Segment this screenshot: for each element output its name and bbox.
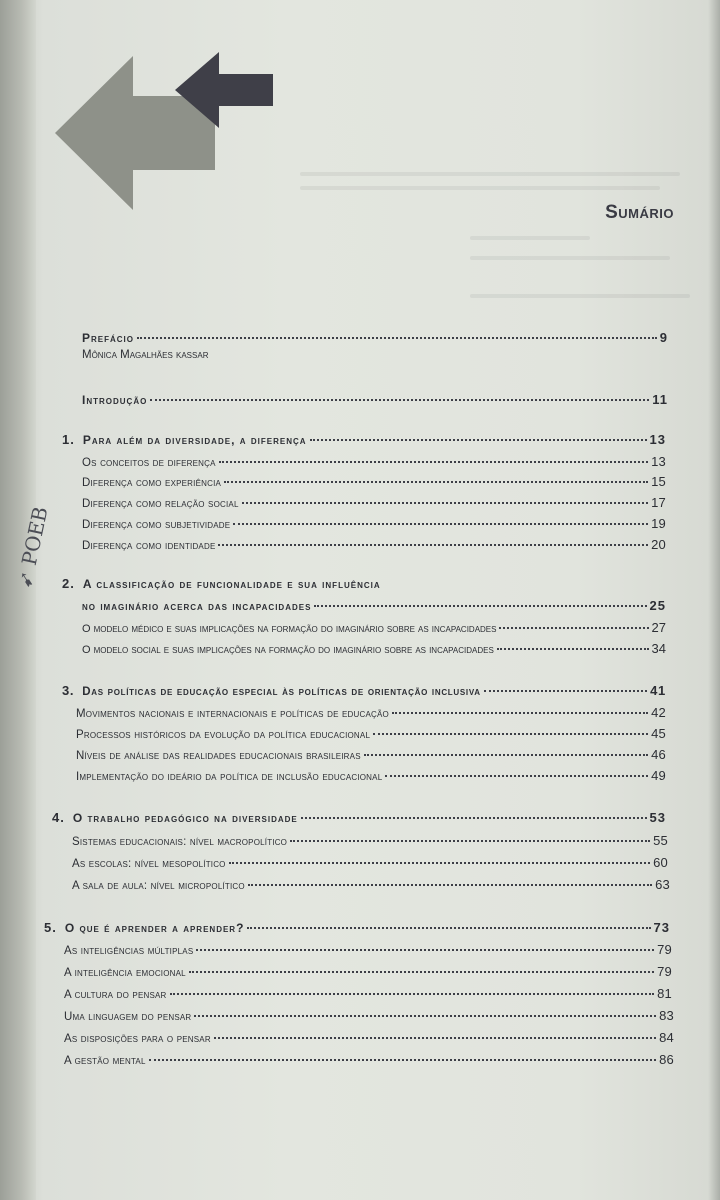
leader-dots xyxy=(189,971,654,973)
toc-entry-subsection xyxy=(76,768,666,783)
show-through-line xyxy=(300,186,660,190)
page-title: Sumário xyxy=(605,202,674,223)
toc-label: Diferença como identidade xyxy=(82,540,216,552)
toc-entry-chapter-1 xyxy=(62,432,666,447)
toc-label: A gestão mental xyxy=(64,1055,146,1067)
toc-page-number: 73 xyxy=(653,920,670,935)
toc-entry-subsection xyxy=(76,705,666,720)
toc-label: Para além da diversidade, a diferença xyxy=(82,433,307,447)
toc-entry-introducao xyxy=(82,392,668,407)
leader-dots xyxy=(137,337,657,339)
toc-label: A sala de aula: nível micropolítico xyxy=(72,880,245,892)
toc-page-number: 55 xyxy=(653,833,668,848)
chapter-number: 2. xyxy=(62,576,75,591)
toc-page-number: 13 xyxy=(649,432,666,447)
toc-label: Implementação do ideário da política de inclusão educacional xyxy=(76,771,383,783)
leader-dots xyxy=(242,502,649,504)
toc-page-number: 27 xyxy=(651,620,666,635)
chapter-number: 3. xyxy=(62,683,75,698)
toc-page-number: 49 xyxy=(651,768,666,783)
chapter-number: 4. xyxy=(52,810,65,825)
toc-entry-subsection xyxy=(82,495,666,510)
toc-entry-chapter-2 xyxy=(82,598,666,613)
show-through-line xyxy=(470,256,670,260)
toc-page-number: 9 xyxy=(659,330,668,345)
leader-dots xyxy=(150,399,649,401)
leader-dots xyxy=(290,840,650,842)
toc-page-number: 45 xyxy=(651,726,666,741)
leader-dots xyxy=(229,862,651,864)
toc-page-number: 19 xyxy=(651,516,666,531)
toc-label: Movimentos nacionais e internacionais e políticas de educação xyxy=(76,708,389,720)
leader-dots xyxy=(214,1037,656,1039)
leader-dots xyxy=(392,712,648,714)
leader-dots xyxy=(364,754,648,756)
leader-dots xyxy=(224,481,648,483)
leader-dots xyxy=(170,993,655,995)
toc-page-number: 63 xyxy=(655,877,670,892)
toc-entry-subsection xyxy=(64,986,672,1001)
toc-entry-subsection xyxy=(76,747,666,762)
toc-page-number: 86 xyxy=(659,1052,674,1067)
leader-dots xyxy=(499,627,648,629)
toc-label: Sistemas educacionais: nível macropolítico xyxy=(72,836,288,848)
toc-entry-subsection xyxy=(82,620,666,635)
toc-label: Prefácio xyxy=(82,331,135,345)
toc-entry-subsection xyxy=(82,641,666,656)
leader-dots xyxy=(149,1059,657,1061)
toc-page-number: 13 xyxy=(651,454,666,469)
leader-dots xyxy=(218,544,648,546)
toc-page-number: 60 xyxy=(653,855,668,870)
toc-entry-subsection xyxy=(64,942,672,957)
toc-entry-subsection xyxy=(64,1030,674,1045)
toc-page-number: 11 xyxy=(652,392,668,407)
toc-label: Diferença como experiência xyxy=(82,477,222,489)
toc-entry-subsection xyxy=(82,516,666,531)
toc-label: Níveis de análise das realidades educacionais brasileiras xyxy=(76,750,361,762)
toc-entry-chapter-5 xyxy=(44,920,670,935)
toc-page-number: 81 xyxy=(657,986,672,1001)
toc-entry-subsection xyxy=(82,537,666,552)
toc-entry-subsection xyxy=(82,474,666,489)
toc-label: Os conceitos de diferença xyxy=(82,457,216,469)
toc-label: Diferença como subjetividade xyxy=(82,519,231,531)
toc-label: O modelo social e suas implicações na formação do imaginário sobre as incapacidades xyxy=(82,644,494,656)
preface-author: Mônica Magalhães kassar xyxy=(82,349,209,361)
leader-dots xyxy=(385,775,648,777)
toc-label: O trabalho pedagógico na diversidade xyxy=(72,811,298,825)
toc-entry-subsection xyxy=(72,833,668,848)
toc-page-number: 15 xyxy=(651,474,666,489)
leader-dots xyxy=(233,523,648,525)
show-through-line xyxy=(470,236,590,240)
leader-dots xyxy=(219,461,649,463)
toc-page-number: 20 xyxy=(651,537,666,552)
toc-label: As inteligências múltiplas xyxy=(64,945,194,957)
leader-dots xyxy=(196,949,654,951)
leader-dots xyxy=(484,690,647,692)
toc-label: O que é aprender a aprender? xyxy=(64,921,245,935)
toc-entry-subsection xyxy=(76,726,666,741)
leader-dots xyxy=(373,733,648,735)
toc-page-number: 46 xyxy=(651,747,666,762)
toc-label: Uma linguagem do pensar xyxy=(64,1011,192,1023)
toc-entry-prefacio xyxy=(82,330,668,345)
show-through-line xyxy=(470,294,690,298)
leader-dots xyxy=(194,1015,656,1017)
toc-page-number: 42 xyxy=(651,705,666,720)
toc-entry-subsection xyxy=(64,1008,674,1023)
handwritten-annotation: ➹ POEB xyxy=(12,504,53,590)
toc-entry-chapter-4 xyxy=(52,810,666,825)
book-spine-shadow xyxy=(0,0,36,1200)
toc-label: no imaginário acerca das incapacidades xyxy=(82,599,312,613)
toc-page-number: 53 xyxy=(649,810,666,825)
show-through-line xyxy=(300,172,680,176)
toc-label: Processos históricos da evolução da política educacional xyxy=(76,729,371,741)
toc-label: As escolas: nível mesopolítico xyxy=(72,858,226,870)
chapter-number: 5. xyxy=(44,920,57,935)
toc-entry-chapter-2-line1 xyxy=(62,576,381,591)
toc-page-number: 84 xyxy=(659,1030,674,1045)
leader-dots xyxy=(497,648,649,650)
leader-dots xyxy=(247,927,650,929)
page-edge-shadow xyxy=(708,0,720,1200)
leader-dots xyxy=(314,605,646,607)
toc-entry-chapter-3 xyxy=(62,683,666,698)
toc-page-number: 34 xyxy=(651,641,666,656)
toc-entry-subsection xyxy=(64,1052,674,1067)
toc-label: A cultura do pensar xyxy=(64,989,167,1001)
toc-entry-subsection xyxy=(82,454,666,469)
toc-label: A classificação de funcionalidade e sua influência xyxy=(82,577,381,591)
double-arrow-logo xyxy=(55,48,285,218)
toc-label: A inteligência emocional xyxy=(64,967,186,979)
toc-page-number: 83 xyxy=(659,1008,674,1023)
leader-dots xyxy=(301,817,647,819)
toc-page-number: 79 xyxy=(657,942,672,957)
toc-label: O modelo médico e suas implicações na formação do imaginário sobre as incapacidades xyxy=(82,623,497,635)
toc-entry-subsection xyxy=(72,855,668,870)
leader-dots xyxy=(310,439,647,441)
toc-label: Das políticas de educação especial às políticas de orientação inclusiva xyxy=(82,686,481,698)
leader-dots xyxy=(248,884,652,886)
toc-page-number: 17 xyxy=(651,495,666,510)
toc-entry-subsection xyxy=(72,877,670,892)
toc-page-number: 25 xyxy=(649,598,666,613)
toc-label: Introdução xyxy=(82,393,148,407)
toc-page-number: 79 xyxy=(657,964,672,979)
toc-label: As disposições para o pensar xyxy=(64,1033,211,1045)
chapter-number: 1. xyxy=(62,432,75,447)
toc-entry-subsection xyxy=(64,964,672,979)
toc-label: Diferença como relação social xyxy=(82,498,239,510)
toc-page-number: 41 xyxy=(650,683,666,698)
